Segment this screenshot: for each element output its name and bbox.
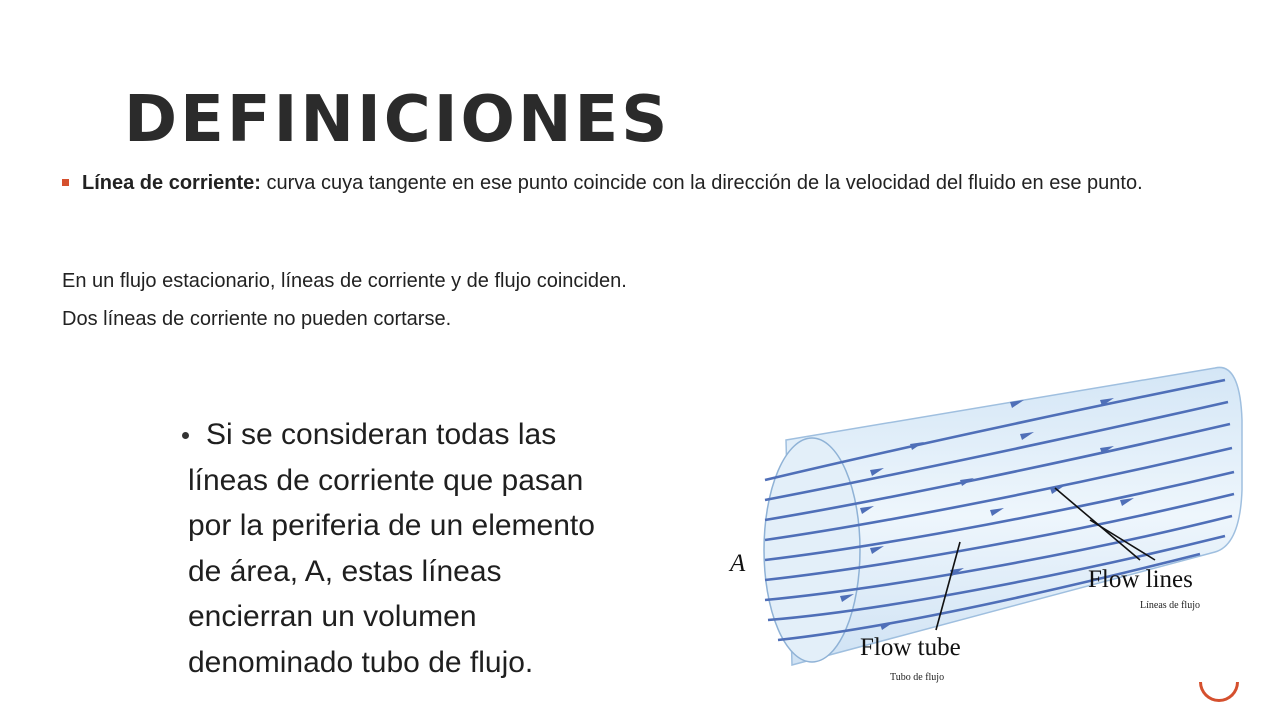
flow-tube-explanation (188, 412, 708, 685)
explanation-line: líneas de corriente que pasan (188, 463, 584, 497)
flow-tube-illustration (720, 360, 1260, 690)
area-label: A (730, 550, 746, 577)
definition-body: curva cuya tangente en ese punto coincide con la dirección de la velocidad del fluido en ese punto. (260, 172, 1143, 194)
explanation-line: Si se consideran todas las (206, 418, 557, 451)
flow-tube-label-es: Tubo de flujo (890, 672, 945, 683)
explanation-line: encierran un volumen (188, 600, 477, 633)
flow-lines-label-es: Líneas de flujo (1140, 600, 1200, 611)
round-bullet-icon (182, 432, 189, 439)
explanation-line: por la periferia de un elemento (188, 509, 595, 542)
decorative-corner-icon (1199, 682, 1239, 702)
definition-bullet (62, 168, 1232, 198)
explanation-line: denominado tubo de flujo. (188, 645, 534, 679)
slide-title: DEFINICIONES (124, 83, 671, 157)
flow-tube-label: Flow tube (860, 634, 961, 661)
square-bullet-icon (62, 179, 69, 186)
definition-term: Línea de corriente: (82, 172, 261, 194)
explanation-line: de área, A, estas líneas (188, 554, 502, 588)
definition-text (82, 168, 1232, 198)
paragraph-no-crossing: Dos líneas de corriente no pueden cortarse. (62, 308, 452, 330)
flow-lines-label: Flow lines (1088, 566, 1193, 593)
paragraph-stationary-flow: En un flujo estacionario, líneas de corriente y de flujo coinciden. (62, 270, 627, 292)
flow-tube-figure (720, 360, 1260, 690)
